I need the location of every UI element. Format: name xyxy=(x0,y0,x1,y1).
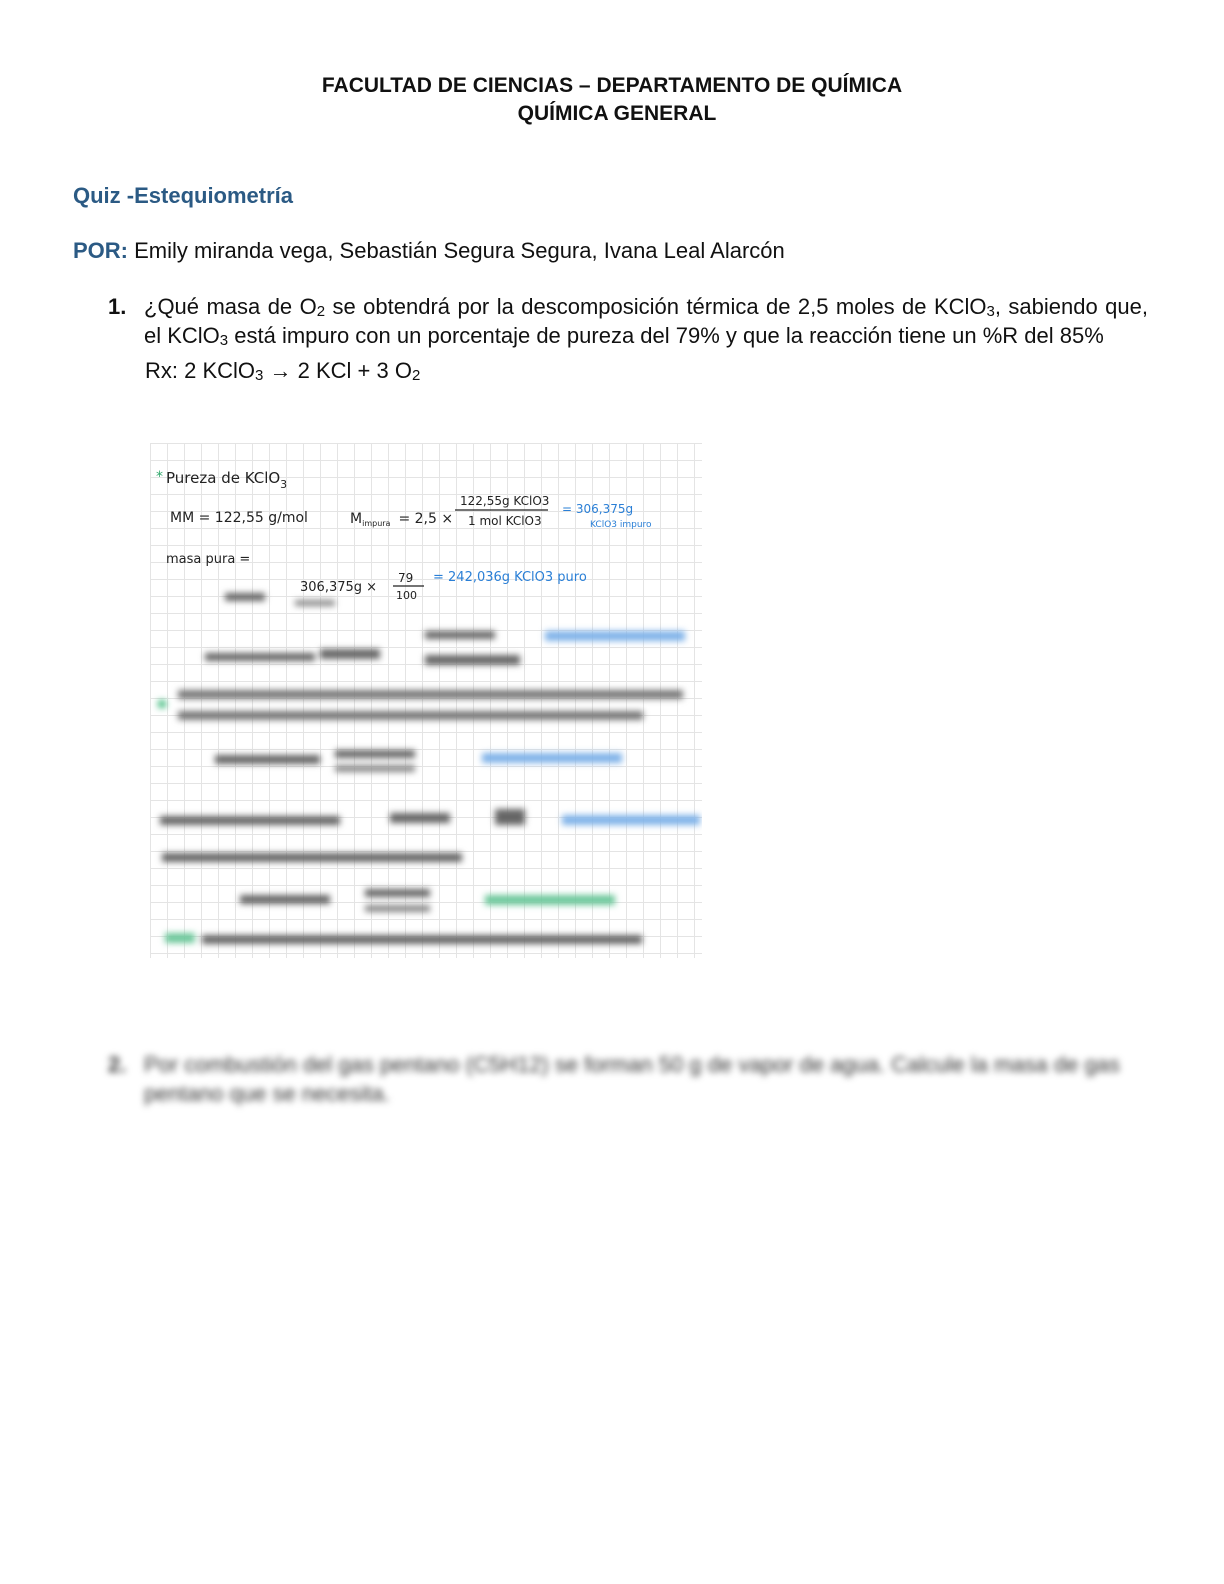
blur-ink xyxy=(178,711,643,720)
result2-value: = 242,036g KClO3 puro xyxy=(433,570,587,585)
handwritten-notes-image xyxy=(150,443,702,958)
q1-subscript: 2 xyxy=(316,303,326,320)
blur-ink xyxy=(160,816,340,825)
blur-ink xyxy=(482,753,622,763)
notes-heading: Pureza de KClO$_3$ xyxy=(166,469,288,491)
q1-text-part: ¿Qué masa de O xyxy=(144,294,317,319)
header-faculty: FACULTAD DE CIENCIAS – DEPARTAMENTO DE QUÍMICA xyxy=(321,74,903,97)
authors-names: Emily miranda vega, Sebastián Segura Segura, Ivana Leal Alarcón xyxy=(134,238,785,263)
blur-ink xyxy=(335,765,415,772)
blur-ink xyxy=(425,655,520,665)
blurred-notes xyxy=(158,593,700,944)
question-1 xyxy=(108,292,1148,385)
blur-ink xyxy=(562,815,700,825)
blur-ink xyxy=(320,649,380,659)
blur-ink xyxy=(158,700,166,708)
green-star-icon: * xyxy=(156,469,163,485)
result1-value: = 306,375g xyxy=(562,502,634,516)
q1-text-part: se obtendrá por la descomposición térmica de 2,5 moles de KClO xyxy=(325,294,987,319)
question-2-number: 2. xyxy=(108,1052,127,1077)
question-2 xyxy=(108,1050,1148,1108)
blur-ink xyxy=(295,600,335,606)
blur-ink xyxy=(165,933,195,943)
result1-note: KClO3 impuro xyxy=(590,520,652,530)
blur-ink xyxy=(240,895,330,904)
rx-part: Rx: 2 KClO xyxy=(145,358,256,383)
blur-ink xyxy=(495,809,525,825)
calc2-expression: 306,375g × xyxy=(300,580,378,595)
blur-ink xyxy=(365,905,430,912)
fraction1-numerator: 122,55g KClO3 xyxy=(460,494,550,508)
fraction1-denominator: 1 mol KClO3 xyxy=(468,514,542,528)
reaction-equation xyxy=(145,356,1148,385)
fraction2-numerator: 79 xyxy=(398,571,414,585)
pure-mass-label: masa pura = xyxy=(166,552,251,567)
blur-ink xyxy=(335,750,415,758)
blur-ink xyxy=(225,593,265,601)
fraction2-denominator: 100 xyxy=(396,589,417,602)
q1-text-part: , sabiendo que, el KClO xyxy=(144,294,1148,348)
question-1-text xyxy=(144,292,1148,350)
blur-ink xyxy=(162,853,462,862)
blur-ink xyxy=(202,935,642,944)
blur-ink xyxy=(215,755,320,764)
document-header xyxy=(0,72,1224,128)
authors-label: POR: xyxy=(73,238,128,263)
rx-subscript: 3 xyxy=(255,367,264,384)
quiz-title: Quiz -Estequiometría xyxy=(73,183,294,208)
question-1-number: 1. xyxy=(108,294,127,319)
question-2-text: Por combustión del gas pentano (C5H12) se forman 50 g de vapor de agua. Calcule la masa de gas pentano que se necesita. xyxy=(144,1052,1120,1106)
rx-subscript: 2 xyxy=(411,367,421,384)
authors-line xyxy=(73,238,785,264)
q1-subscript: 3 xyxy=(986,303,995,320)
blur-ink xyxy=(425,631,495,639)
q1-subscript: 3 xyxy=(219,332,229,349)
rx-part: → 2 KCl + 3 O xyxy=(263,358,412,383)
molar-mass-note: MM = 122,55 g/mol xyxy=(170,510,308,526)
header-course: QUÍMICA GENERAL xyxy=(517,102,717,125)
q1-text-part: está impuro con un porcentaje de pureza del 79% y que la reacción tiene un %R del 85% xyxy=(228,323,1104,348)
blur-ink xyxy=(205,653,315,661)
blur-ink xyxy=(485,895,615,905)
blur-ink xyxy=(390,813,450,823)
handwritten-notes-drawing xyxy=(150,443,702,958)
blur-ink xyxy=(545,631,685,641)
blur-ink xyxy=(365,889,430,897)
blur-ink xyxy=(178,690,683,699)
mass-impure-label: $M_{impura} = 2,5$ × xyxy=(350,511,454,528)
